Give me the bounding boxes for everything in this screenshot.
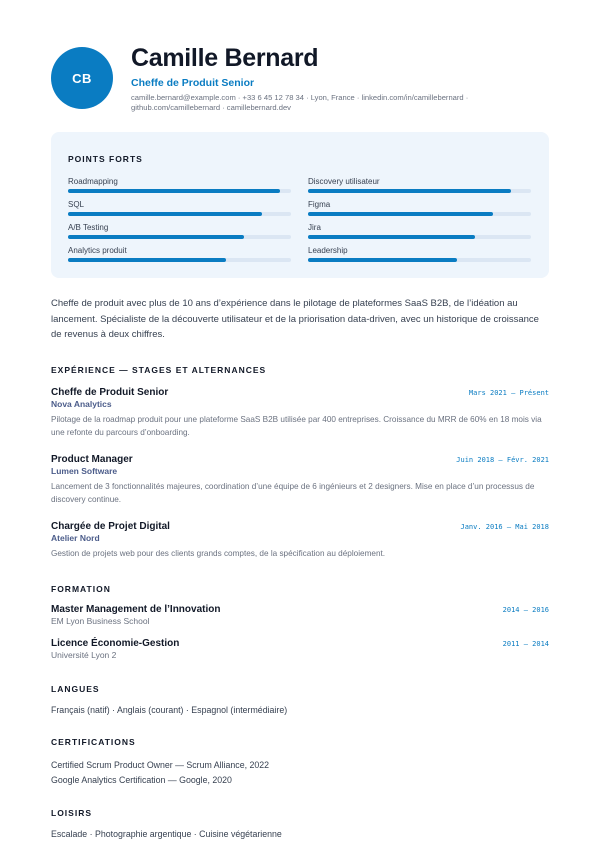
- experience-entry: [51, 521, 549, 560]
- skill-bar-fill: [68, 189, 280, 193]
- education-section-title: FORMATION: [51, 584, 111, 594]
- skill-name: SQL: [68, 200, 85, 209]
- job-title: Product Manager: [51, 454, 133, 465]
- experience-entry: [51, 454, 549, 506]
- job-dates: Juin 2018 – Févr. 2021: [456, 456, 549, 464]
- skill-item: [68, 246, 291, 262]
- strengths-title: POINTS FORTS: [68, 154, 143, 164]
- skill-bar-fill: [308, 212, 493, 216]
- skill-bar-track: [68, 212, 291, 216]
- skill-name: Roadmapping: [68, 177, 118, 186]
- school-name: EM Lyon Business School: [51, 616, 150, 626]
- skill-name: Leadership: [308, 246, 348, 255]
- education-entry: [51, 638, 549, 660]
- skill-bar-track: [68, 189, 291, 193]
- company-name: Nova Analytics: [51, 399, 112, 409]
- job-description: Gestion de projets web pour des clients grands comptes, de la spécification au déploiement.: [51, 549, 386, 558]
- profile-summary: Cheffe de produit avec plus de 10 ans d’expérience dans le pilotage de plateformes SaaS B2B, de l’idéation au lancement. Spécialiste de la découverte utilisateur et de la priorisation data-driven, avec un historique de croissance de revenus à deux chiffres.: [51, 298, 539, 340]
- experience-entry: [51, 387, 549, 439]
- skill-item: [308, 223, 531, 239]
- degree-dates: 2011 – 2014: [502, 640, 549, 648]
- job-title: Cheffe de Produit Senior: [51, 387, 169, 398]
- skill-bar-fill: [68, 212, 262, 216]
- skill-bar-track: [308, 258, 531, 262]
- skill-item: [308, 200, 531, 216]
- avatar: CB: [51, 47, 113, 109]
- skill-bar-fill: [68, 235, 244, 239]
- school-name: Université Lyon 2: [51, 650, 117, 660]
- skill-item: [308, 177, 531, 193]
- education-entry: [51, 604, 549, 626]
- company-name: Atelier Nord: [51, 533, 100, 543]
- job-description: Lancement de 3 fonctionnalités majeures, coordination d’une équipe de 6 ingénieurs et 2 designers. Mise en place d’un processus de discovery continue.: [51, 482, 535, 504]
- certification-item: Certified Scrum Product Owner — Scrum Alliance, 2022: [51, 760, 270, 770]
- degree-title: Master Management de l’Innovation: [51, 604, 221, 615]
- certification-item: Google Analytics Certification — Google, 2020: [51, 775, 232, 785]
- candidate-role: Cheffe de Produit Senior: [131, 77, 255, 89]
- languages-list: Français (natif) · Anglais (courant) · Espagnol (intermédiaire): [51, 705, 288, 715]
- job-dates: Janv. 2016 – Mai 2018: [460, 523, 549, 531]
- skill-name: Figma: [308, 200, 331, 209]
- candidate-name: Camille Bernard: [131, 44, 319, 72]
- skill-bar-track: [68, 258, 291, 262]
- experience-section-title: EXPÉRIENCE — STAGES ET ALTERNANCES: [51, 365, 267, 375]
- skill-bar-fill: [308, 235, 475, 239]
- skill-item: [308, 246, 531, 262]
- skill-name: Analytics produit: [68, 246, 127, 255]
- degree-title: Licence Économie-Gestion: [51, 638, 180, 649]
- skill-bar-fill: [308, 258, 457, 262]
- skill-name: Jira: [308, 223, 321, 232]
- skill-bar-fill: [68, 258, 226, 262]
- job-title: Chargée de Projet Digital: [51, 521, 170, 532]
- skill-bar-track: [308, 235, 531, 239]
- skill-name: A/B Testing: [68, 223, 109, 232]
- skill-bar-track: [68, 235, 291, 239]
- certifications-section-title: CERTIFICATIONS: [51, 737, 136, 747]
- skill-bar-fill: [308, 189, 511, 193]
- job-description: Pilotage de la roadmap produit pour une plateforme SaaS B2B utilisée par 400 entreprises. Croissance du MRR de 60% en 18 mois via une refonte du parcours d’onboarding.: [51, 415, 542, 437]
- strengths-panel: [51, 132, 549, 278]
- skill-bar-track: [308, 189, 531, 193]
- languages-section-title: LANGUES: [51, 684, 100, 694]
- skill-item: [68, 177, 291, 193]
- job-dates: Mars 2021 – Présent: [468, 389, 549, 397]
- skill-bar-track: [308, 212, 531, 216]
- contact-line: camille.bernard@example.com · +33 6 45 12 78 34 · Lyon, France · linkedin.com/in/camillebernard · github.com/camillebernard · camillebernard.dev: [131, 93, 469, 112]
- hobbies-list: Escalade · Photographie argentique · Cuisine végétarienne: [51, 829, 282, 839]
- skill-item: [68, 223, 291, 239]
- company-name: Lumen Software: [51, 466, 118, 476]
- skill-item: [68, 200, 291, 216]
- degree-dates: 2014 – 2016: [502, 606, 549, 614]
- hobbies-section-title: LOISIRS: [51, 808, 93, 818]
- skill-name: Discovery utilisateur: [308, 177, 380, 186]
